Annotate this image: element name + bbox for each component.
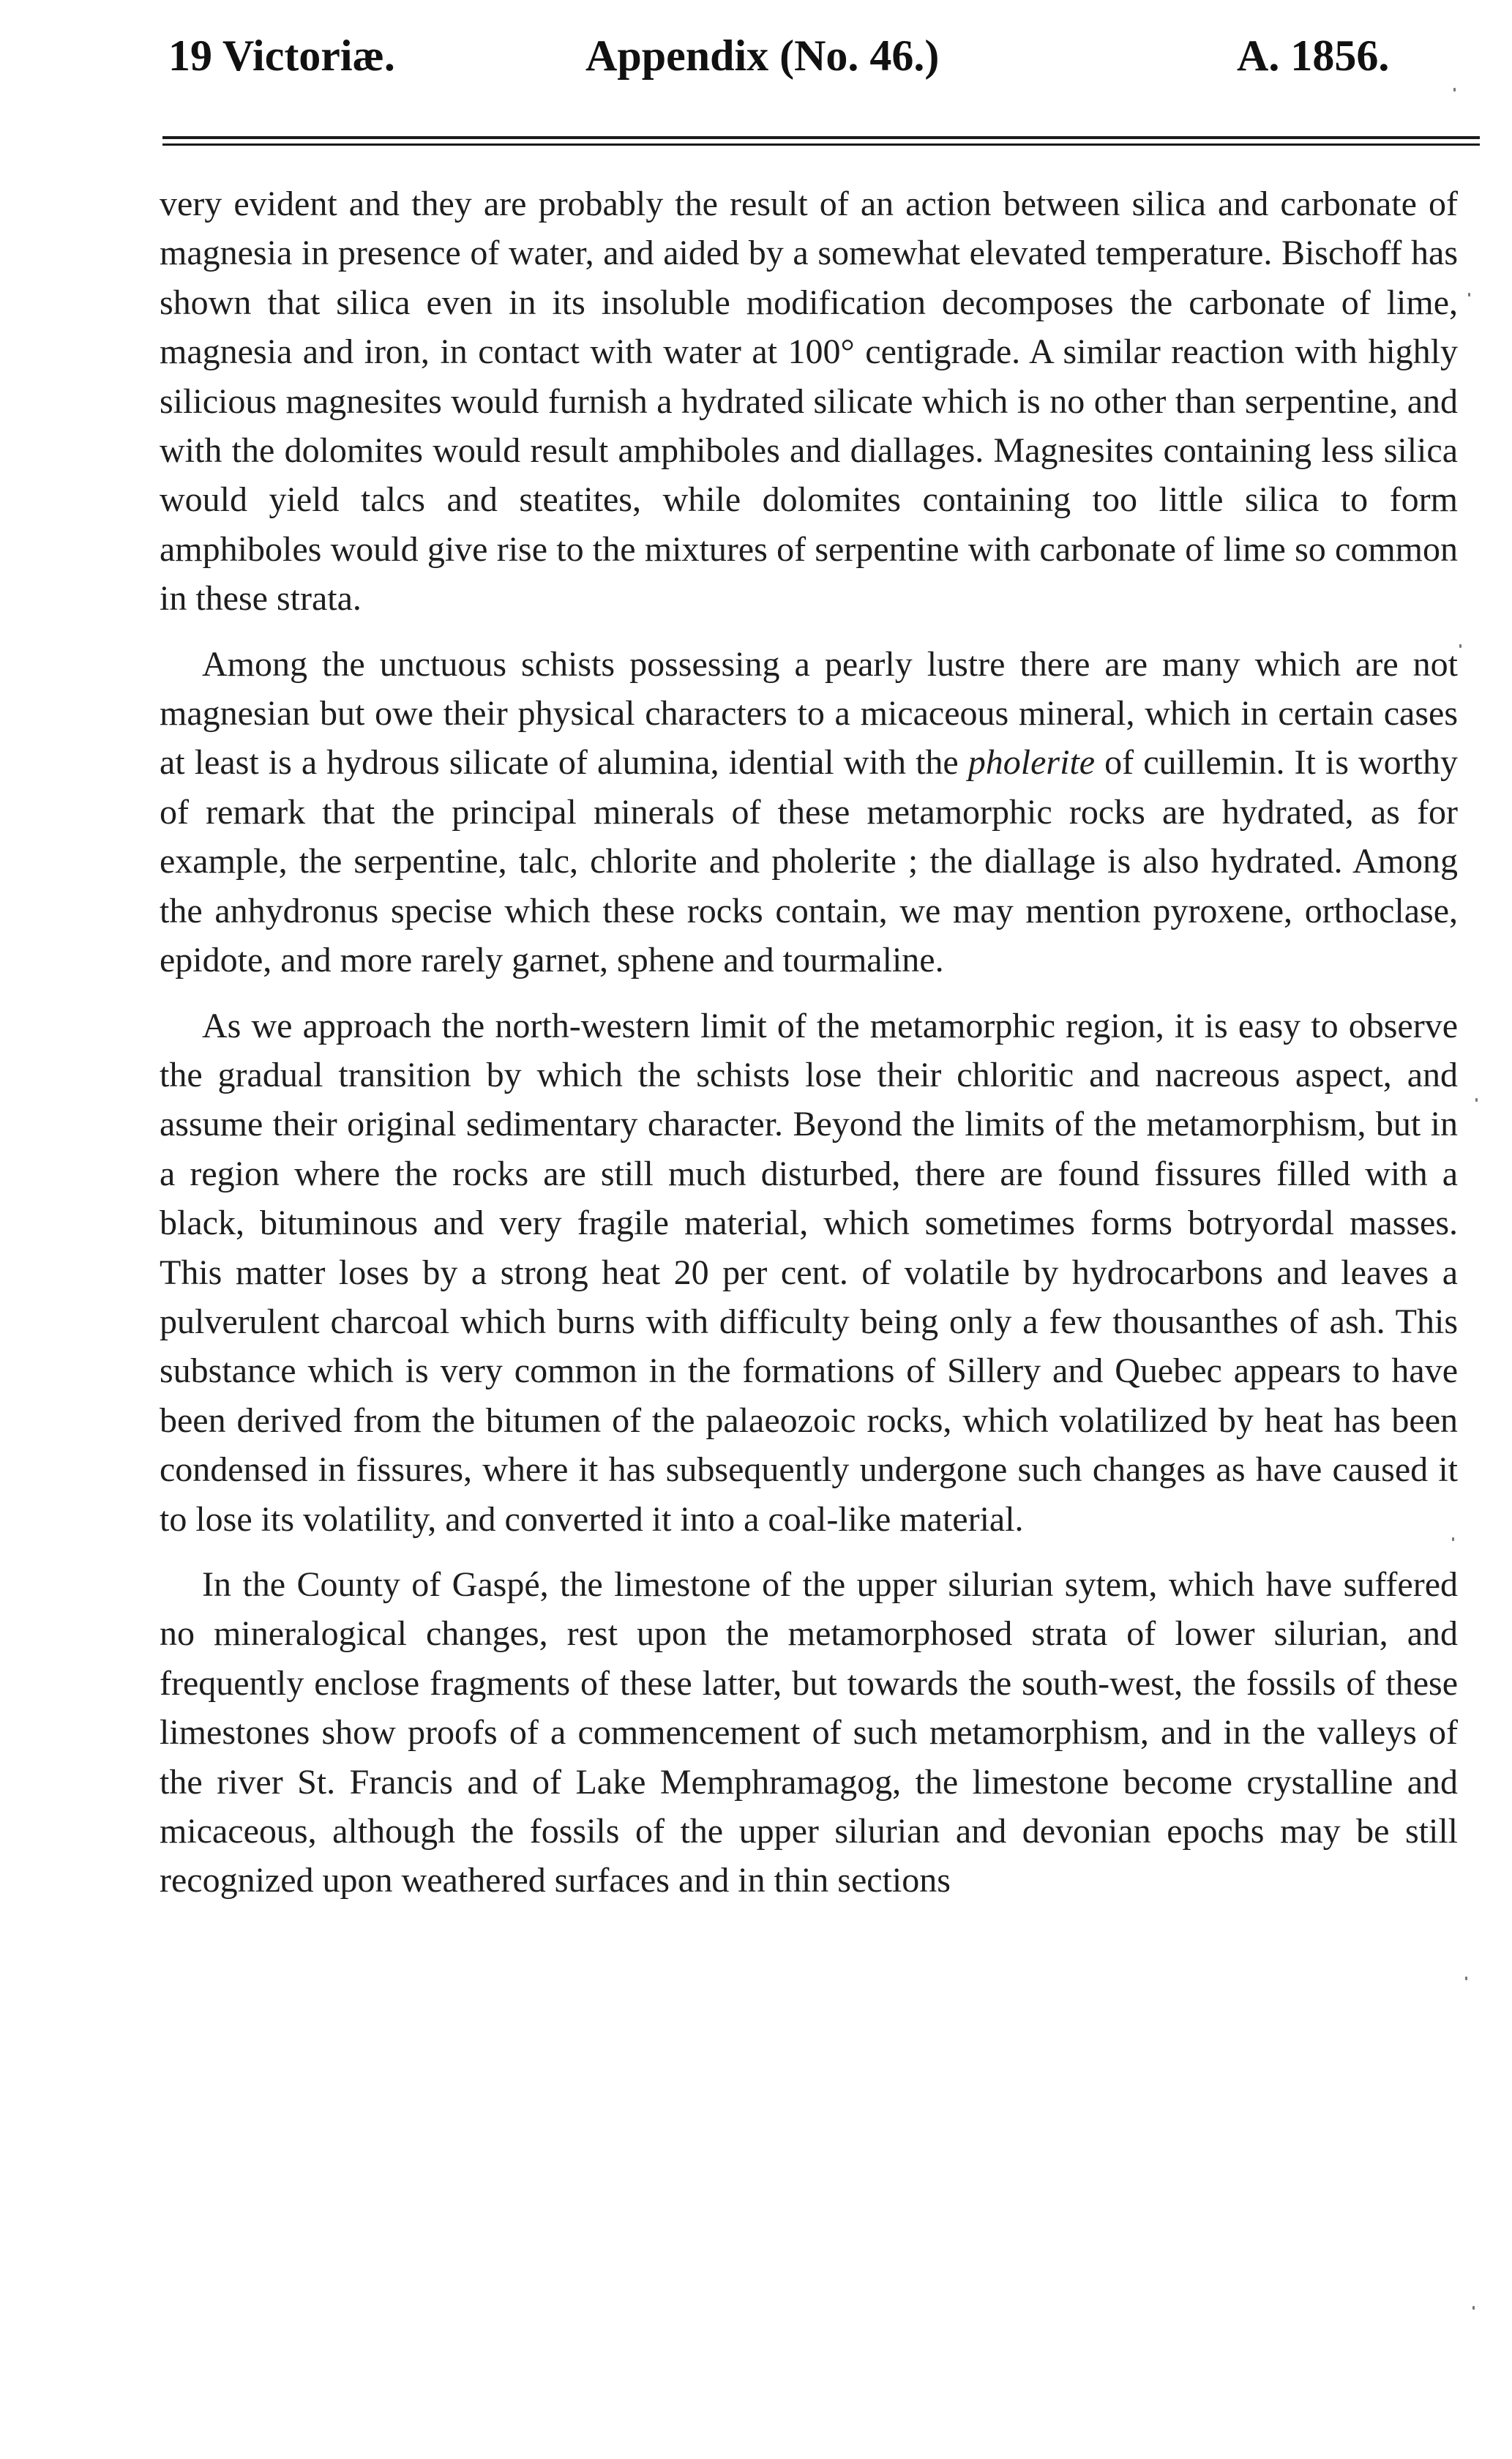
paragraph-4-text: In the County of Gaspé, the limestone of the upper silurian sytem, which have suffered no mineralogical changes, rest upon the metamorphosed strata of lower silurian, and frequently enclose fragments of these latter, but towards the south-west, the fossils of these limestones show proofs of a commencement of such metamorphism, and in the valleys of the river St. Francis and of Lake Memphramagog, the limestone become crystalline and micaceous, although the fossils of the upper silurian and devonian epochs may be still recognized upon weathered surfaces and in thin sections	[160, 1564, 1458, 1900]
body-text	[160, 179, 1458, 1922]
header-rule-top	[162, 136, 1480, 139]
paragraph-1-text: very evident and they are probably the result of an action between silica and carbonate of magnesia in presence of water, and aided by a somewhat elevated temperature. Bischoff has shown that silica even in its insoluble modification decomposes the carbonate of lime, magnesia and iron, in contact with water at 100° centigrade. A similar reaction with highly silicious magnesites would furnish a hydrated silicate which is no other than serpentine, and with the dolomites would result amphiboles and diallages. Magnesites containing less silica would yield talcs and steatites, while dolomites containing too little silica to form amphiboles would give rise to the mixtures of serpentine with carbonate of lime so common in these strata.	[160, 184, 1458, 619]
paragraph-1	[160, 179, 1458, 624]
paragraph-4	[160, 1560, 1458, 1906]
scan-speck	[1465, 1977, 1467, 1980]
scan-noise	[1446, 0, 1490, 2459]
paragraph-2	[160, 640, 1458, 985]
header-appendix: Appendix (No. 46.)	[585, 31, 940, 80]
scan-speck	[1472, 2306, 1475, 2310]
paragraph-2-text-a: Among the unctuous schists possessing a pearly lustre there are many which are not magnesian but owe their physical characters to a micaceous mineral, which in certain cases at least is a hydrous silicate of alumina, idential with the	[160, 644, 1458, 783]
scan-speck	[1468, 293, 1470, 296]
header-rule-bottom	[162, 143, 1480, 146]
paragraph-3	[160, 1001, 1458, 1544]
scan-speck	[1452, 1537, 1454, 1541]
header-session: 19 Victoriæ.	[168, 31, 395, 80]
paragraph-2-italic-term: pholerite	[968, 743, 1096, 783]
paragraph-2-text-b: of cuillemin. It is worthy of remark that the principal minerals of these metamorphic rocks are hydrated, as for example, the serpentine, talc, chlorite and pholerite ; the diallage is also hydrated. Among the anhydronus specise which these rocks contain, we may mention pyroxene, orthoclase, epidote, and more rarely garnet, sphene and tourmaline.	[160, 743, 1458, 980]
header-year: A. 1856.	[1237, 31, 1390, 80]
scan-speck	[1459, 644, 1462, 648]
paragraph-3-text: As we approach the north-western limit of the metamorphic region, it is easy to observe the gradual transition by which the schists lose their chloritic and nacreous aspect, and assume their original sedimentary character. Beyond the limits of the metamorphism, but in a region where the rocks are still much disturbed, there are found fissures filled with a black, bituminous and very fragile material, which sometimes forms botryordal masses. This matter loses by a strong heat 20 per cent. of volatile by hydrocarbons and leaves a pulverulent charcoal which burns with difficulty being only a few thousanthes of ash. This substance which is very common in the formations of Sillery and Quebec appears to have been derived from the bitumen of the palaeozoic rocks, which volatilized by heat has been condensed in fissures, where it has subsequently undergone such changes as have caused it to lose its volatility, and converted it into a coal-like material.	[160, 1006, 1458, 1539]
scan-speck	[1475, 1098, 1478, 1102]
running-header	[0, 31, 1512, 89]
scan-speck	[1453, 88, 1456, 92]
